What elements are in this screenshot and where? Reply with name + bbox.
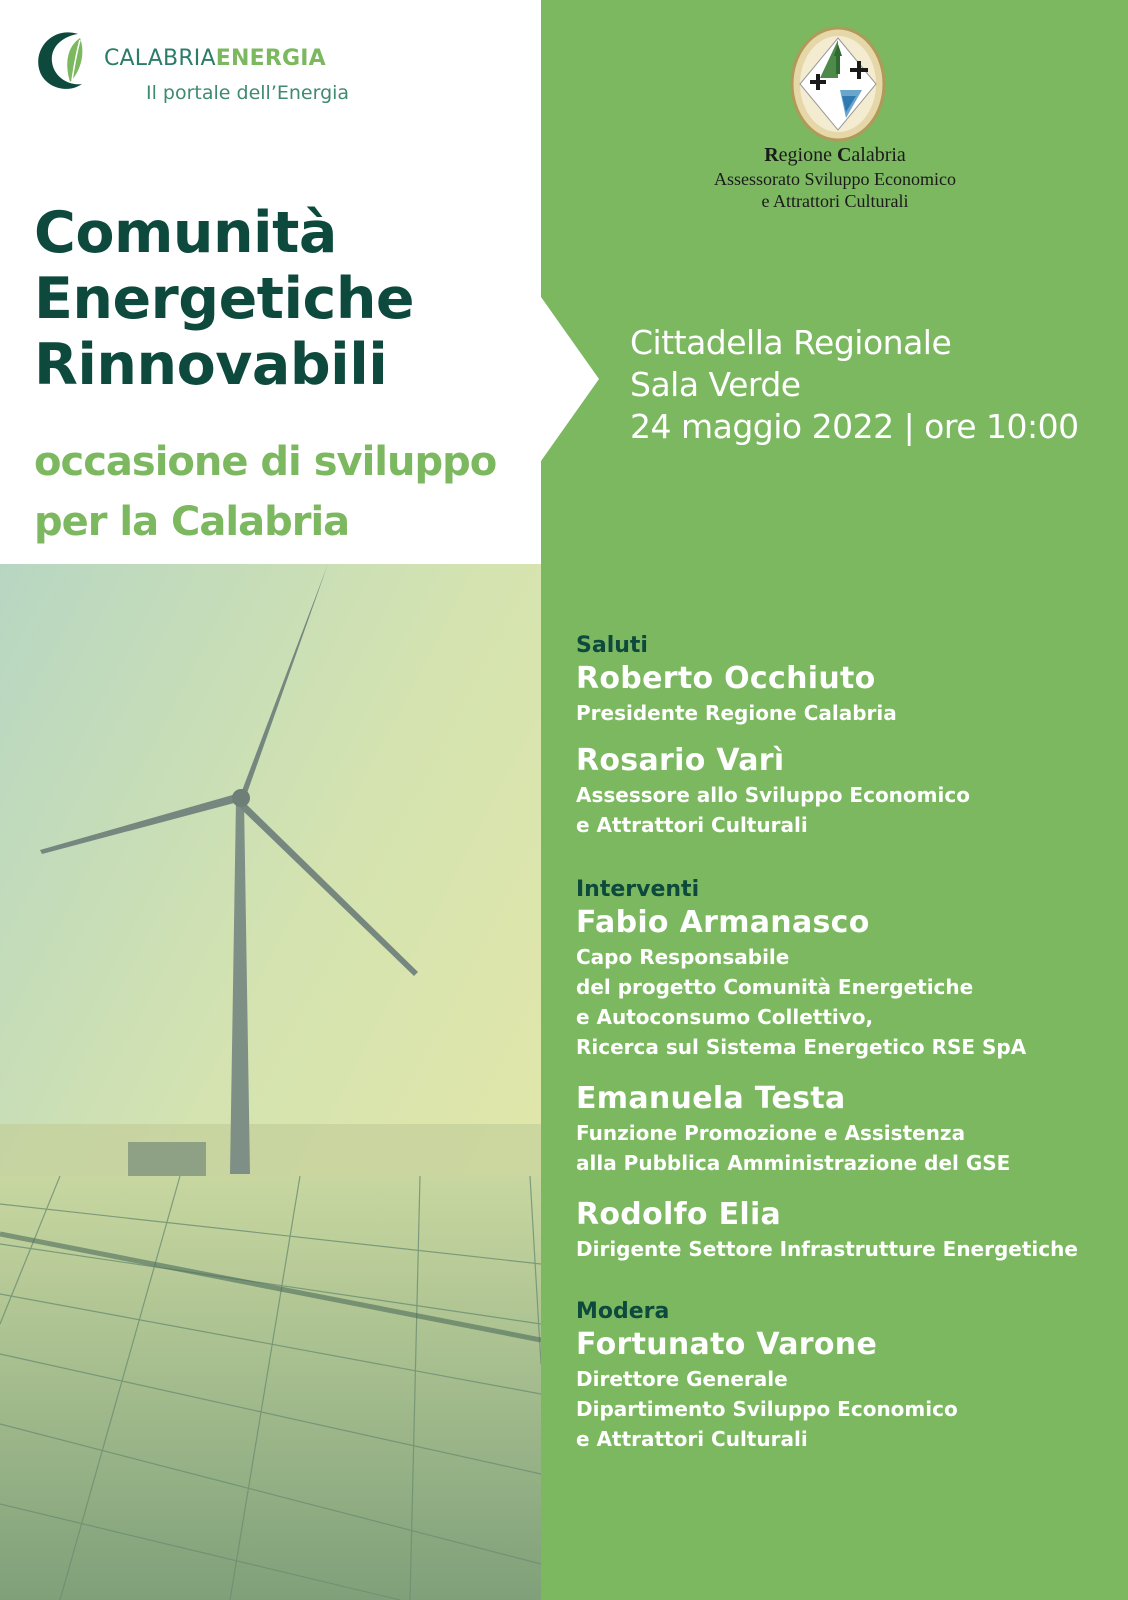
event-program	[576, 632, 1116, 1454]
speaker-role: Capo Responsabile	[576, 945, 790, 969]
speaker-role: Dirigente Settore Infrastrutture Energetiche	[576, 1237, 1078, 1261]
venue-line-2: Sala Verde	[630, 365, 801, 404]
region-name-initial-1: R	[764, 144, 779, 166]
speaker-name: Roberto Occhiuto	[576, 661, 876, 696]
section-label-saluti: Saluti	[576, 633, 648, 658]
speaker-name: Rosario Varì	[576, 743, 785, 778]
speaker-role: e Attrattori Culturali	[576, 1427, 808, 1451]
section-label-modera: Modera	[576, 1299, 670, 1324]
region-name-rest-1: egione	[778, 144, 837, 166]
event-subtitle	[34, 432, 496, 552]
speaker-name: Emanuela Testa	[576, 1081, 846, 1116]
title-line-3: Rinnovabili	[34, 332, 388, 398]
speaker-role: Direttore Generale	[576, 1367, 788, 1391]
leaf-logo-icon	[34, 28, 94, 92]
speaker-role: e Autoconsumo Collettivo,	[576, 1005, 874, 1029]
speaker-role: Dipartimento Sviluppo Economico	[576, 1397, 958, 1421]
event-title	[34, 200, 414, 398]
region-department-line-1: Assessorato Sviluppo Economico	[714, 169, 956, 189]
title-line-2: Energetiche	[34, 266, 415, 332]
venue-date-time: 24 maggio 2022 | ore 10:00	[630, 407, 1079, 446]
logo-wordmark	[104, 46, 326, 71]
speaker-role: del progetto Comunità Energetiche	[576, 975, 974, 999]
speaker-role: Presidente Regione Calabria	[576, 701, 897, 725]
speaker-name: Fortunato Varone	[576, 1327, 878, 1362]
regione-calabria-label	[640, 142, 1030, 212]
logo-wordmark-part2: ENERGIA	[215, 46, 326, 71]
speaker-role: Funzione Promozione e Assistenza	[576, 1121, 966, 1145]
region-name-initial-2: C	[836, 144, 852, 166]
logo-wordmark-part1: CALABRIA	[104, 46, 216, 71]
calabria-energia-logo	[34, 28, 364, 112]
speaker-role: Ricerca sul Sistema Energetico RSE SpA	[576, 1035, 1027, 1059]
region-name-rest-2: alabria	[851, 144, 906, 166]
speaker-role: alla Pubblica Amministrazione del GSE	[576, 1151, 1011, 1175]
regione-calabria-crest-icon	[790, 26, 886, 142]
title-line-1: Comunità	[34, 200, 337, 266]
subtitle-line-2: per la Calabria	[34, 499, 350, 545]
venue-line-1: Cittadella Regionale	[630, 323, 952, 362]
speaker-name: Fabio Armanasco	[576, 905, 870, 940]
region-name	[640, 142, 1030, 168]
subtitle-line-1: occasione di sviluppo	[34, 439, 497, 485]
wind-turbine-solar-photo	[0, 564, 541, 1600]
arrow-shape	[541, 297, 599, 461]
speaker-role: e Attrattori Culturali	[576, 813, 808, 837]
speaker-role: Assessore allo Sviluppo Economico	[576, 783, 970, 807]
region-department-line-2: e Attrattori Culturali	[761, 191, 909, 211]
event-venue	[630, 322, 1079, 448]
speaker-name: Rodolfo Elia	[576, 1197, 782, 1232]
section-label-interventi: Interventi	[576, 877, 700, 902]
logo-tagline: Il portale dell’Energia	[146, 82, 350, 104]
